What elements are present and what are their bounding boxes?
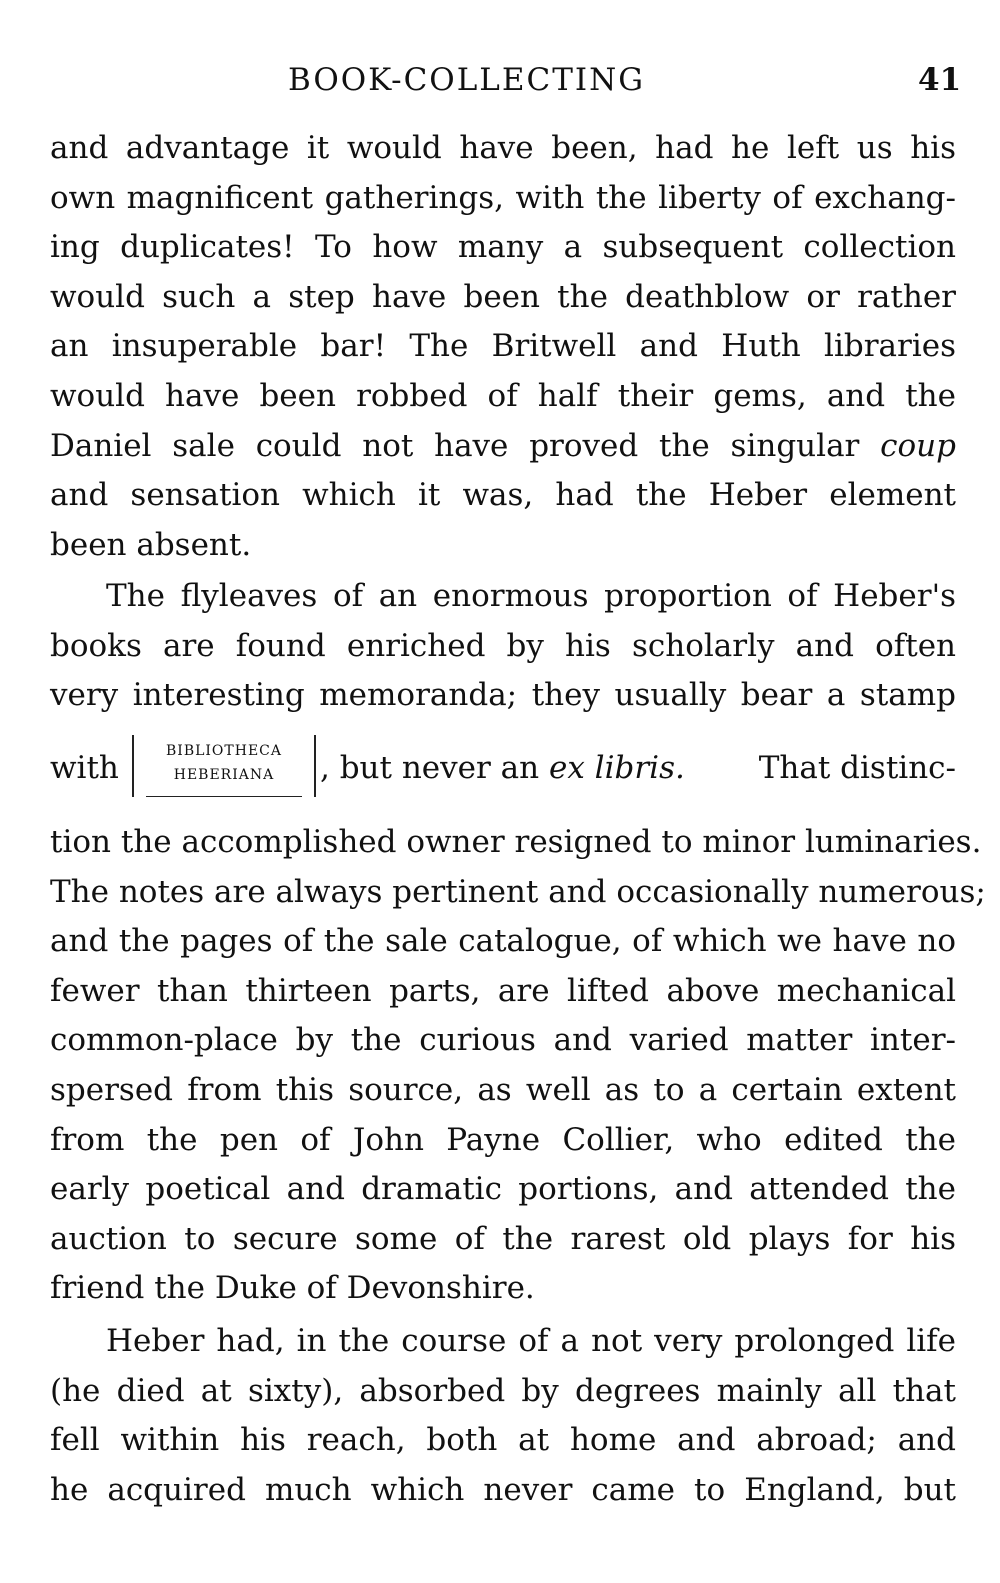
text-line: The flyleaves of an enormous proportion of Heber's (106, 578, 956, 614)
stamp-line (50, 733, 956, 803)
paragraph-1 (50, 124, 956, 570)
text-line (50, 422, 956, 472)
paragraph-2-continued (50, 818, 986, 1314)
text-line: and the pages of the sale catalogue, of which we have no (50, 923, 956, 960)
page-header (0, 58, 1000, 102)
italic-word: coup (880, 427, 956, 464)
text-line-rest (320, 750, 956, 786)
text-line: Heber had, in the course of a not very prolonged life (106, 1323, 956, 1359)
text-line: tion the accomplished owner resigned to minor luminaries. (50, 824, 982, 860)
text-line: and sensation which it was, had the Heber element (50, 477, 956, 514)
text-line-part: Daniel sale could not have proved the singular (50, 427, 881, 464)
text-line: been absent. (50, 526, 252, 563)
text-line-part (320, 750, 685, 786)
stamp-text-bottom: HEBERIANA (173, 767, 275, 783)
paragraph-2 (50, 572, 956, 721)
text-line-part: with (50, 750, 119, 786)
text-line: ing duplicates! To how many a subsequent collection (50, 229, 956, 266)
text-line: auction to secure some of the rarest old plays for his (50, 1220, 956, 1257)
text-line: would such a step have been the deathblow or rather (50, 278, 956, 315)
bibliotheca-stamp (132, 735, 316, 797)
paragraph-3 (50, 1317, 956, 1515)
text-line: (he died at sixty), absorbed by degrees mainly all that (50, 1372, 956, 1409)
text-line-part: That distinc- (758, 750, 956, 786)
text-line: fewer than thirteen parts, are lifted above mechanical (50, 972, 956, 1009)
text-line: he acquired much which never came to England, but (50, 1471, 956, 1508)
page-number: 41 (918, 62, 962, 98)
text-line: own magnificent gatherings, with the liberty of exchang- (50, 179, 956, 216)
stamp-text-top: BIBLIOTHECA (166, 743, 282, 759)
text-line: from the pen of John Payne Collier, who edited the (50, 1121, 956, 1158)
text-line: and advantage it would have been, had he left us his (50, 130, 956, 166)
text-line: books are found enriched by his scholarly and often (50, 627, 956, 664)
text-line: fell within his reach, both at home and abroad; and (50, 1422, 956, 1459)
text-line: an insuperable bar! The Britwell and Huth libraries (50, 328, 956, 365)
text-line: early poetical and dramatic portions, and attended the (50, 1171, 956, 1208)
running-title: BOOK-COLLECTING (288, 62, 646, 98)
text-line: very interesting memoranda; they usually bear a stamp (50, 677, 956, 714)
text-line: common-place by the curious and varied matter inter- (50, 1022, 956, 1059)
text-line-part: , but never an (320, 750, 549, 786)
text-line: friend the Duke of Devonshire. (50, 1270, 535, 1307)
text-line: would have been robbed of half their gems, and the (50, 377, 956, 414)
stamp-rule (146, 796, 302, 797)
text-line: The notes are always pertinent and occasionally numerous; (50, 873, 986, 910)
text-line: spersed from this source, as well as to a certain extent (50, 1071, 956, 1108)
italic-phrase: ex libris. (548, 750, 685, 786)
